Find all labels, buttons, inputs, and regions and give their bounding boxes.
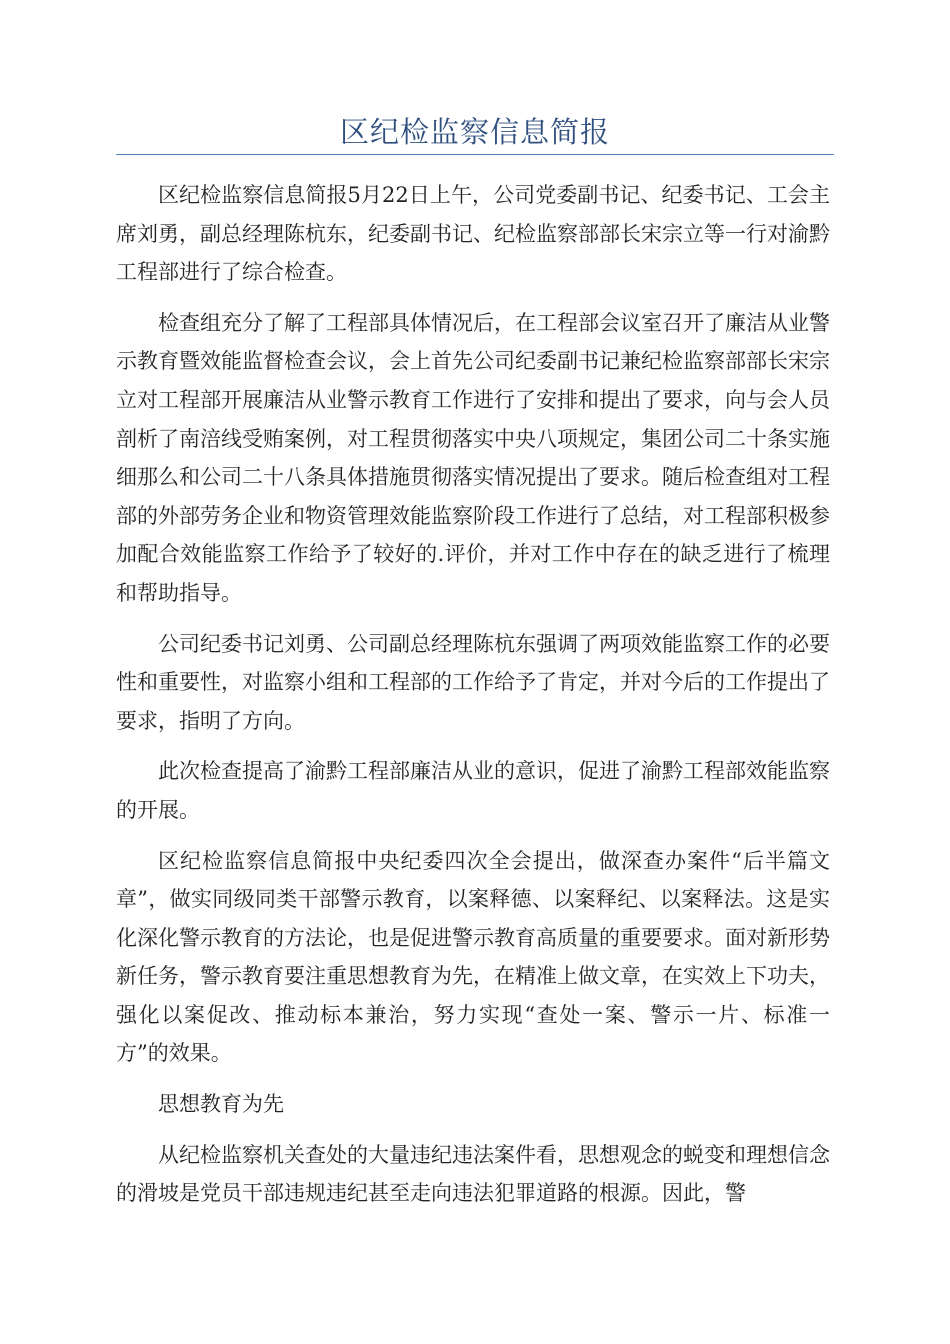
paragraph: 区纪检监察信息简报中央纪委四次全会提出，做深查办案件“后半篇文章”，做实同级同类干部警示教育，以案释德、以案释纪、以案释法。这是实化深化警示教育的方法论，也是促进警示教育高质量的重要要求。面对新形势新任务，警示教育要注重思想教育为先，在精准上做文章，在实效上下功夫，强化以案促改、推动标本兼治，努力实现“查处一案、警示一片、标准一方”的效果。	[116, 848, 830, 1066]
paragraph: 检查组充分了解了工程部具体情况后，在工程部会议室召开了廉洁从业警示教育暨效能监督检查会议，会上首先公司纪委副书记兼纪检监察部部长宋宗立对工程部开展廉洁从业警示教育工作进行了安排和提出了要求，向与会人员剖析了南涪线受贿案例，对工程贯彻落实中央八项规定，集团公司二十条实施细那么和公司二十八条具体措施贯彻落实情况提出了要求。随后检查组对工程部的外部劳务企业和物资管理效能监察阶段工作进行了总结，对工程部积极参加配合效能监察工作给予了较好的.评价，并对工作中存在的缺乏进行了梳理和帮助指导。	[116, 310, 830, 605]
paragraph: 公司纪委书记刘勇、公司副总经理陈杭东强调了两项效能监察工作的必要性和重要性，对监察小组和工程部的工作给予了肯定，并对今后的工作提出了要求，指明了方向。	[116, 631, 830, 733]
title-underline	[116, 154, 834, 155]
document-body	[116, 176, 830, 1225]
paragraph: 此次检查提高了渝黔工程部廉洁从业的意识，促进了渝黔工程部效能监察的开展。	[116, 759, 830, 822]
document-title: 区纪检监察信息简报	[339, 115, 610, 149]
section-heading: 思想教育为先	[158, 1092, 284, 1117]
paragraph: 区纪检监察信息简报5月22日上午，公司党委副书记、纪委书记、工会主席刘勇，副总经理陈杭东，纪委副书记、纪检监察部部长宋宗立等一行对渝黔工程部进行了综合检查。	[116, 183, 830, 285]
paragraph: 从纪检监察机关查处的大量违纪违法案件看，思想观念的蜕变和理想信念的滑坡是党员干部违规违纪甚至走向违法犯罪道路的根源。因此，警	[116, 1142, 830, 1206]
